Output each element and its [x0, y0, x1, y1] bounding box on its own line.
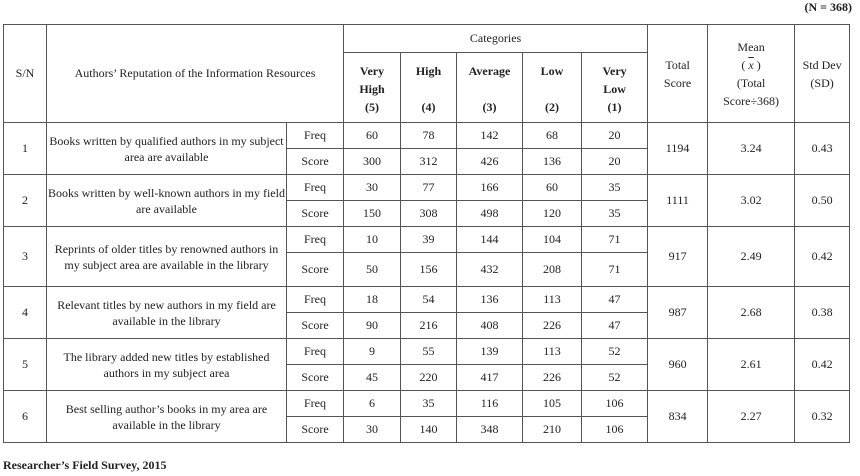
- row-score-label: Score: [287, 417, 344, 443]
- freq-cell: 52: [582, 339, 648, 365]
- header-mean-symbol: ( $\overline{x}$ ): [741, 57, 761, 72]
- score-cell: 45: [344, 365, 401, 391]
- score-cell: 47: [582, 313, 648, 339]
- row-score-label: Score: [287, 365, 344, 391]
- freq-cell: 106: [582, 391, 648, 417]
- freq-cell: 54: [401, 287, 457, 313]
- row-sn: 1: [4, 123, 47, 175]
- score-cell: 71: [582, 253, 648, 287]
- freq-cell: 139: [457, 339, 523, 365]
- sample-size-note: (N = 368): [804, 0, 852, 14]
- row-item: The library added new titles by established authors in my subject area: [47, 339, 287, 391]
- header-cat-high: High (4): [401, 53, 457, 123]
- table-body: [4, 123, 850, 443]
- freq-cell: 35: [401, 391, 457, 417]
- table-row: [4, 227, 850, 253]
- row-mean: 3.24: [708, 123, 795, 175]
- score-cell: 426: [457, 149, 523, 175]
- score-cell: 498: [457, 201, 523, 227]
- row-score-label: Score: [287, 149, 344, 175]
- row-freq-label: Freq: [287, 391, 344, 417]
- header-std-dev-abbr: (SD): [810, 75, 834, 90]
- score-cell: 300: [344, 149, 401, 175]
- freq-cell: 6: [344, 391, 401, 417]
- header-mean: [708, 25, 795, 123]
- row-freq-label: Freq: [287, 175, 344, 201]
- freq-cell: 71: [582, 227, 648, 253]
- header-mean-label: Mean: [737, 39, 765, 54]
- score-cell: 120: [523, 201, 582, 227]
- freq-cell: 78: [401, 123, 457, 149]
- row-sn: 2: [4, 175, 47, 227]
- table-row: [4, 287, 850, 313]
- score-cell: 216: [401, 313, 457, 339]
- freq-cell: 142: [457, 123, 523, 149]
- score-cell: 348: [457, 417, 523, 443]
- header-item: Authors’ Reputation of the Information Resources: [47, 25, 344, 123]
- freq-cell: 113: [523, 287, 582, 313]
- header-cat-very-low: Very Low (1): [582, 53, 648, 123]
- score-cell: 408: [457, 313, 523, 339]
- row-sd: 0.42: [795, 339, 850, 391]
- row-item: Relevant titles by new authors in my field are available in the library: [47, 287, 287, 339]
- row-total-score: 987: [648, 287, 708, 339]
- row-mean: 2.49: [708, 227, 795, 287]
- freq-cell: 55: [401, 339, 457, 365]
- row-mean: 2.68: [708, 287, 795, 339]
- score-cell: 156: [401, 253, 457, 287]
- row-sd: 0.42: [795, 227, 850, 287]
- row-freq-label: Freq: [287, 287, 344, 313]
- freq-cell: 104: [523, 227, 582, 253]
- row-sn: 5: [4, 339, 47, 391]
- score-cell: 226: [523, 365, 582, 391]
- header-std-dev: [795, 25, 850, 123]
- row-total-score: 1194: [648, 123, 708, 175]
- score-cell: 312: [401, 149, 457, 175]
- freq-cell: 60: [523, 175, 582, 201]
- table-row: [4, 123, 850, 149]
- source-footnote: Researcher’s Field Survey, 2015: [3, 458, 167, 472]
- freq-cell: 47: [582, 287, 648, 313]
- score-cell: 140: [401, 417, 457, 443]
- header-cat-low: Low (2): [523, 53, 582, 123]
- score-cell: 417: [457, 365, 523, 391]
- freq-cell: 39: [401, 227, 457, 253]
- row-mean: 3.02: [708, 175, 795, 227]
- score-cell: 136: [523, 149, 582, 175]
- header-cat-average: Average (3): [457, 53, 523, 123]
- row-sd: 0.38: [795, 287, 850, 339]
- freq-cell: 136: [457, 287, 523, 313]
- score-cell: 150: [344, 201, 401, 227]
- row-freq-label: Freq: [287, 339, 344, 365]
- score-cell: 20: [582, 149, 648, 175]
- row-sd: 0.43: [795, 123, 850, 175]
- row-sd: 0.32: [795, 391, 850, 443]
- row-mean: 2.27: [708, 391, 795, 443]
- score-cell: 308: [401, 201, 457, 227]
- header-cat-very-high: Very High (5): [344, 53, 401, 123]
- freq-cell: 113: [523, 339, 582, 365]
- freq-cell: 35: [582, 175, 648, 201]
- freq-cell: 77: [401, 175, 457, 201]
- freq-cell: 10: [344, 227, 401, 253]
- table-row: [4, 391, 850, 417]
- row-freq-label: Freq: [287, 227, 344, 253]
- row-total-score: 917: [648, 227, 708, 287]
- header-sn: S/N: [4, 25, 47, 123]
- row-total-score: 960: [648, 339, 708, 391]
- table-row: [4, 339, 850, 365]
- score-cell: 220: [401, 365, 457, 391]
- row-score-label: Score: [287, 313, 344, 339]
- header-categories: Categories: [344, 25, 648, 53]
- freq-cell: 18: [344, 287, 401, 313]
- freq-cell: 144: [457, 227, 523, 253]
- row-sd: 0.50: [795, 175, 850, 227]
- row-sn: 4: [4, 287, 47, 339]
- freq-cell: 116: [457, 391, 523, 417]
- row-total-score: 834: [648, 391, 708, 443]
- header-mean-formula: (Total Score÷368): [723, 75, 780, 108]
- freq-cell: 68: [523, 123, 582, 149]
- row-item: Books written by well-known authors in my field are available: [47, 175, 287, 227]
- score-cell: 226: [523, 313, 582, 339]
- survey-table: [3, 24, 850, 443]
- score-cell: 208: [523, 253, 582, 287]
- table-row: [4, 175, 850, 201]
- freq-cell: 60: [344, 123, 401, 149]
- row-mean: 2.61: [708, 339, 795, 391]
- score-cell: 106: [582, 417, 648, 443]
- row-score-label: Score: [287, 253, 344, 287]
- freq-cell: 105: [523, 391, 582, 417]
- row-score-label: Score: [287, 201, 344, 227]
- header-total-score: Total Score: [648, 25, 708, 123]
- score-cell: 210: [523, 417, 582, 443]
- row-item: Books written by qualified authors in my subject area are available: [47, 123, 287, 175]
- row-total-score: 1111: [648, 175, 708, 227]
- row-item: Reprints of older titles by renowned authors in my subject area are available in the library: [47, 227, 287, 287]
- score-cell: 52: [582, 365, 648, 391]
- score-cell: 432: [457, 253, 523, 287]
- freq-cell: 30: [344, 175, 401, 201]
- freq-cell: 166: [457, 175, 523, 201]
- score-cell: 50: [344, 253, 401, 287]
- header-std-dev-label: Std Dev: [802, 57, 842, 72]
- freq-cell: 9: [344, 339, 401, 365]
- score-cell: 35: [582, 201, 648, 227]
- row-sn: 6: [4, 391, 47, 443]
- row-item: Best selling author’s books in my area are available in the library: [47, 391, 287, 443]
- row-sn: 3: [4, 227, 47, 287]
- freq-cell: 20: [582, 123, 648, 149]
- row-freq-label: Freq: [287, 123, 344, 149]
- score-cell: 30: [344, 417, 401, 443]
- score-cell: 90: [344, 313, 401, 339]
